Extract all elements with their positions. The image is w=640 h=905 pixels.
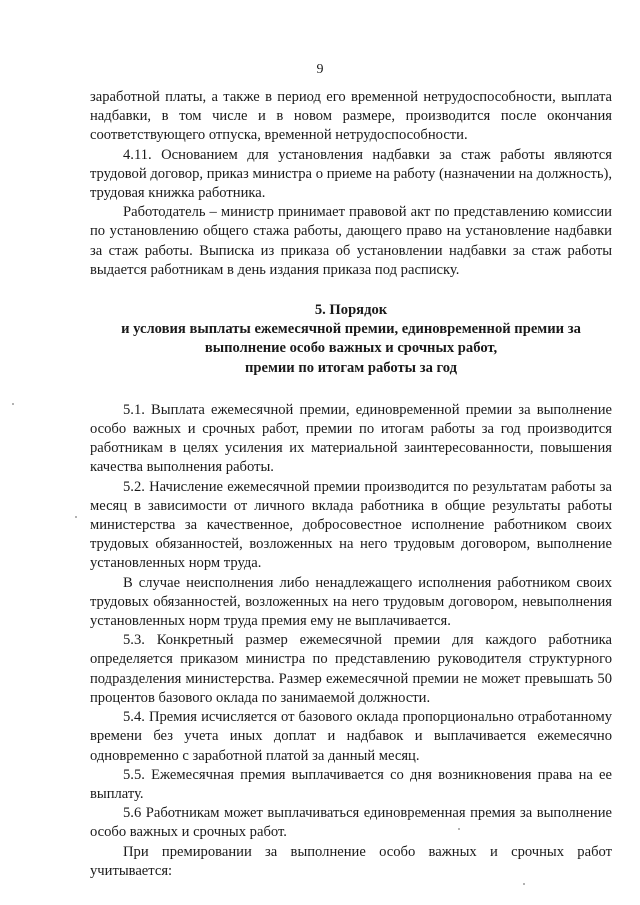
section-heading-line: 5. Порядок: [314, 302, 388, 319]
paragraph-non-fulfillment: В случае неисполнения либо ненадлежащего исполнения работником своих трудовых обязанностей, возложенных на него трудовым договором, невыполнения установленных норм труда премия ему не выплачивается.: [90, 574, 612, 630]
section-heading-line: выполнение особо важных и срочных работ,: [204, 340, 498, 357]
paragraph-5-4: 5.4. Премия исчисляется от базового оклада пропорционально отработанному времени без учета иных доплат и надбавок и выплачивается ежемесячно одновременно с заработной платой за данный месяц.: [90, 709, 612, 764]
paragraph-5-6: 5.6 Работникам может выплачиваться единовременная премия за выполнение особо важных и срочных работ.: [90, 805, 612, 841]
page-number: 9: [316, 62, 324, 77]
scan-speck: [458, 828, 460, 830]
document-body: [90, 88, 612, 881]
paragraph-wage-continuation: заработной платы, а также в период его временной нетрудоспособности, выплата надбавки, в том числе и в новом размере, производится после окончания соответствующего отпуска, временной нетрудоспособности.: [90, 89, 612, 144]
scan-speck: [75, 516, 77, 518]
paragraph-5-1: 5.1. Выплата ежемесячной премии, единовременной премии за выполнение особо важных и срочных работ, премии по итогам работы за год производится работникам в целях усиления их материальной заинтересованности, повышения качества выполнения работы.: [90, 401, 612, 476]
scan-speck: [523, 883, 525, 885]
section-heading-line: и условия выплаты ежемесячной премии, единовременной премии за: [121, 321, 581, 338]
section-5-heading: [90, 301, 612, 378]
paragraph-employer-act: Работодатель – министр принимает правовой акт по представлению комиссии по установлению общего стажа работы, дающего право на установление надбавки за стаж работы. Выписка из приказа об установлении надбавки за стаж работы выдается работникам в день издания приказа под расписку.: [90, 204, 612, 278]
paragraph-bonus-considerations: При премировании за выполнение особо важных и срочных работ учитывается:: [90, 843, 612, 879]
paragraph-5-2: 5.2. Начисление ежемесячной премии производится по результатам работы за месяц в зависимости от личного вклада работника в общие результаты работы министерства за качественное, добросовестное исполнение работником своих трудовых обязанностей, возложенных на него трудовым договором, выполнение установленных норм труда.: [90, 478, 612, 572]
paragraph-4-11: 4.11. Основанием для установления надбавки за стаж работы являются трудовой договор, приказ министра о приеме на работу (назначении на должность), трудовая книжка работника.: [90, 146, 612, 202]
scan-speck: [12, 403, 14, 405]
paragraph-5-3: 5.3. Конкретный размер ежемесячной премии для каждого работника определяется приказом министра по представлению руководителя структурного подразделения министерства. Размер ежемесячной премии не может превышать 50 процентов базового оклада по занимаемой должности.: [90, 632, 612, 706]
section-heading-line: премии по итогам работы за год: [244, 359, 458, 376]
paragraph-5-5: 5.5. Ежемесячная премия выплачивается со дня возникновения права на ее выплату.: [90, 766, 612, 802]
